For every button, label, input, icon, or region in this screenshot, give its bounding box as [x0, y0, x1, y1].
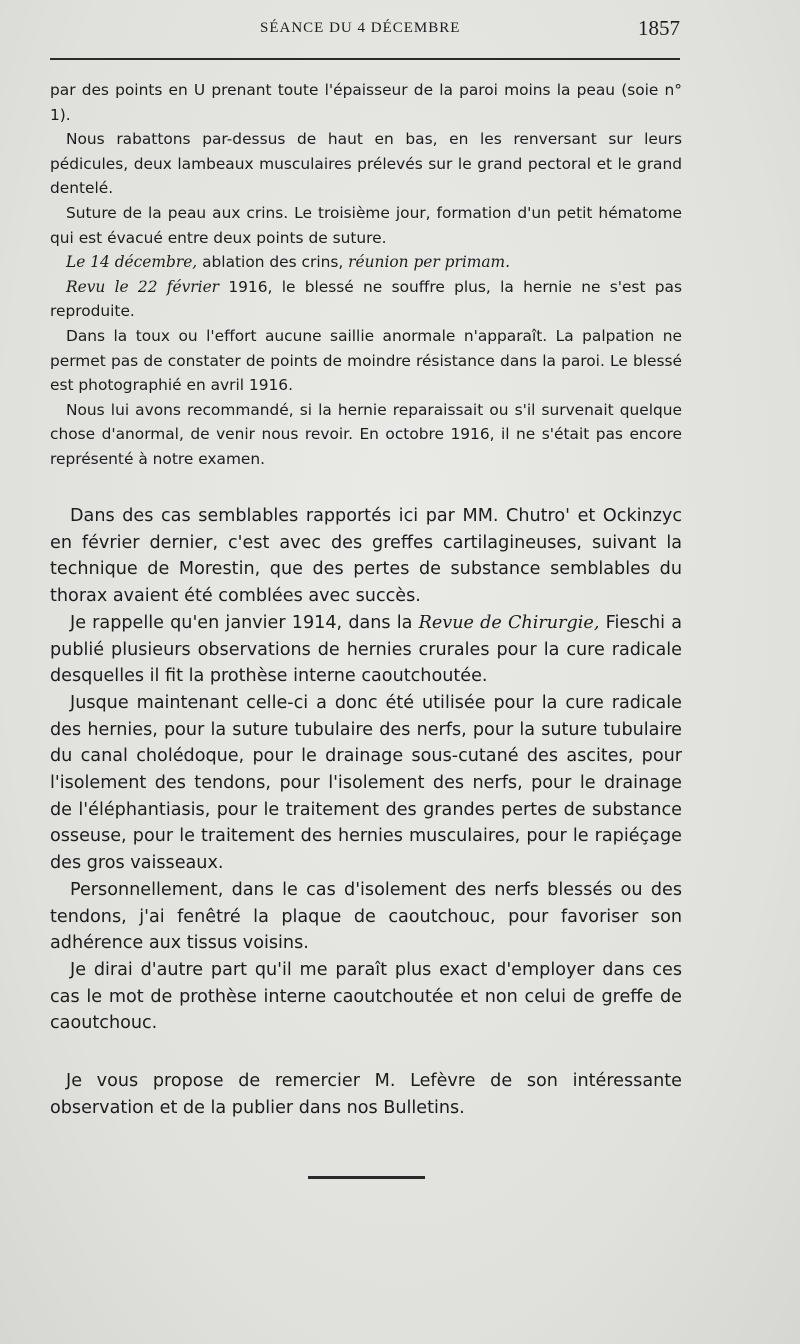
paragraph: Nous rabattons par-dessus de haut en bas, en les renversant sur leurs pédicules, deux lambeaux musculaires prélevés sur le grand pectoral et le grand dentelé. — [50, 130, 682, 198]
paragraph: Je dirai d'autre part qu'il me paraît plus exact d'employer dans ces cas le mot de prothèse interne caoutchoutée et non celui de greffe de caoutchouc. — [50, 959, 682, 1034]
paragraph — [50, 250, 682, 275]
paragraph: Dans la toux ou l'effort aucune saillie anormale n'apparaît. La palpation ne permet pas de constater de points de moindre résistance dans la paroi. Le blessé est photographié en avril 1916. — [50, 326, 682, 395]
closing-section — [50, 1068, 682, 1121]
paragraph — [50, 610, 682, 690]
paragraph-text: 1916, le blessé ne souffre plus, la hernie ne s'est pas reproduite. — [50, 277, 682, 321]
paragraph: Suture de la peau aux crins. Le troisième jour, formation d'un petit hématome qui est évacué entre deux points de suture. — [50, 203, 682, 247]
end-rule — [308, 1176, 425, 1179]
paragraph: Je vous propose de remercier M. Lefèvre de son intéressante observation et de la publier dans nos Bulletins. — [50, 1071, 682, 1118]
discussion-section — [50, 503, 682, 1037]
header-rule — [50, 58, 680, 60]
paragraph: par des points en U prenant toute l'épaisseur de la paroi moins la peau (soie n° 1). — [50, 81, 682, 124]
latin-phrase: réunion per primam. — [348, 253, 511, 272]
paragraph: Dans des cas semblables rapportés ici par MM. Chutro' et Ockinzyc en février dernier, c'est avec des greffes cartilagineuses, suivant la technique de Morestin, que des pertes de substance semblables du thorax avaient été comblées avec succès. — [50, 506, 682, 607]
date-italic: Revu le 22 février — [66, 277, 220, 296]
paragraph-text: ablation des crins, — [197, 253, 349, 272]
paragraph-text: Je rappelle qu'en janvier 1914, dans la — [70, 612, 419, 633]
journal-title: Revue de Chirurgie, — [418, 612, 600, 633]
page-header — [50, 16, 680, 46]
paragraph: Nous lui avons recommandé, si la hernie reparaissait ou s'il survenait quelque chose d'anormal, de venir nous revoir. En octobre 1916, il ne s'était pas encore représenté à notre examen. — [50, 400, 682, 468]
paragraph: Personnellement, dans le cas d'isolement des nerfs blessés ou des tendons, j'ai fenêtré la plaque de caoutchouc, pour favoriser son adhérence aux tissus voisins. — [50, 879, 682, 954]
paragraph — [50, 275, 682, 324]
date-italic: Le 14 décembre, — [66, 253, 198, 272]
page-number: 1857 — [638, 16, 680, 40]
paragraph: Jusque maintenant celle-ci a donc été utilisée pour la cure radicale des hernies, pour la suture tubulaire des nerfs, pour la suture tubulaire du canal cholédoque, pour le drainage sous-cutané des ascites, pour l'isolement des tendons, pour l'isolement des nerfs, pour le drainage de l'éléphantiasis, pour le traitement des grandes pertes de substance osseuse, pour le traitement des hernies musculaires, pour le rapiéçage des gros vaisseaux. — [50, 692, 682, 874]
case-report-section — [50, 78, 682, 472]
running-head: SÉANCE DU 4 DÉCEMBRE — [260, 20, 461, 36]
paragraph-text: Fieschi a publié plusieurs observations de hernies crurales pour la cure radicale desquelles il fit la prothèse interne caoutchoutée. — [50, 612, 682, 687]
